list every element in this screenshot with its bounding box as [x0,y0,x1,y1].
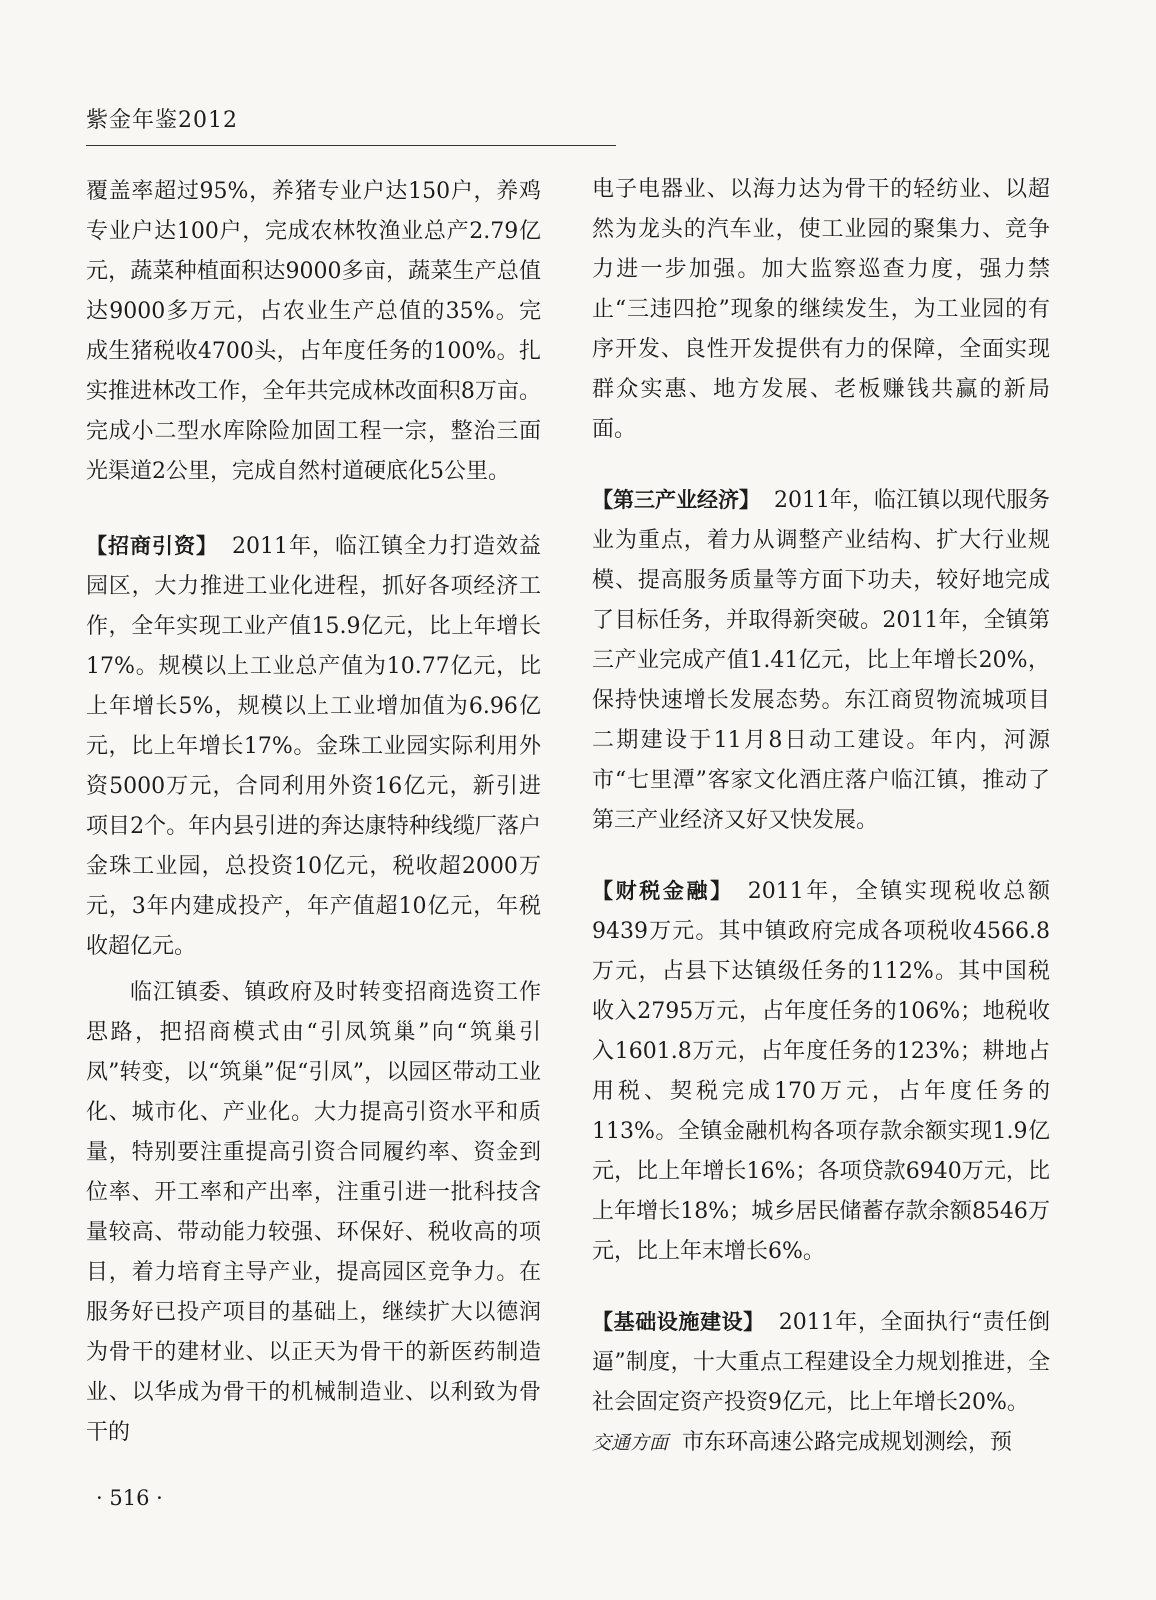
section-heading-investment: 【招商引资】 [86,534,218,558]
section-heading-tertiary: 【第三产业经济】 [592,488,760,512]
section-text-infrastructure: 2011年，全面执行“责任倒逼”制度，十大重点工程建设全力规划推进，全社会固定资产投资9亿元，比上年增长20%。 [592,1310,1050,1415]
running-header: 紫金年鉴2012 [86,108,238,133]
left-column [86,172,541,1453]
section-heading-infrastructure: 【基础设施建设】 [592,1310,765,1334]
sublabel-transport: 交通方面 [592,1432,669,1454]
section-finance [592,871,1050,1272]
section-text-finance: 2011年，全镇实现税收总额9439万元。其中镇政府完成各项税收4566.8万元，占县下达镇级任务的112%。其中国税收入2795万元，占年度任务的106%；地税收入1601.8万元，占年度任务的123%；耕地占用税、契税完成170万元，占年度任务的113%。全镇金融机构各项存款余额实现1.9亿元，比上年增长16%；各项贷款6940万元，比上年增长18%；城乡居民储蓄存款余额8546万元，比上年末增长6%。 [592,879,1050,1264]
section-text-investment: 2011年，临江镇全力打造效益园区，大力推进工业化进程，抓好各项经济工作，全年实现工业产值15.9亿元，比上年增长17%。规模以上工业总产值为10.77亿元，比上年增长5%，规模以上工业增加值为6.96亿元，比上年增长17%。金珠工业园实际利用外资5000万元，合同利用外资16亿元，新引进项目2个。年内县引进的奔达康特种线缆厂落户金珠工业园，总投资10亿元，税收超2000万元，3年内建成投产，年产值超10亿元，年税收超亿元。 [86,534,541,959]
section-tertiary [592,480,1050,841]
right-column [592,170,1050,1463]
section-heading-finance: 【财税金融】 [592,879,734,903]
section-text-tertiary: 2011年，临江镇以现代服务业为重点，着力从调整产业结构、扩大行业规模、提高服务质量等方面下功夫，较好地完成了目标任务，并取得新突破。2011年，全镇第三产业完成产值1.41亿元，比上年增长20%，保持快速增长发展态势。东江商贸物流城项目二期建设于11月8日动工建设。年内，河源市“七里潭”客家文化酒庄落户临江镇，推动了第三产业经济又好又快发展。 [592,488,1050,833]
page-number: · 516 · [96,1486,163,1510]
section-infrastructure [592,1302,1050,1463]
section-investment [86,526,541,967]
header-rule [86,145,616,146]
paragraph-industry-park: 电子电器业、以海力达为骨干的轻纺业、以超然为龙头的汽车业，使工业园的聚集力、竞争力进一步加强。加大监察巡查力度，强力禁止“三违四抢”现象的继续发生，为工业园的有序开发、良性开发提供有力的保障，全面实现群众实惠、地方发展、老板赚钱共赢的新局面。 [592,177,1050,442]
paragraph-agriculture: 覆盖率超过95%，养猪专业户达150户，养鸡专业户达100户，完成农林牧渔业总产2.79亿元，蔬菜种植面积达9000多亩，蔬菜生产总值达9000多万元，占农业生产总值的35%。完成生猪税收4700头，占年度任务的100%。扎实推进林改工作，全年共完成林改面积8万亩。完成小二型水库除险加固工程一宗，整治三面光渠道2公里，完成自然村道硬底化5公里。 [86,179,541,484]
text-transport: 市东环高速公路完成规划测绘，预 [682,1430,1013,1455]
paragraph-investment-strategy: 临江镇委、镇政府及时转变招商选资工作思路，把招商模式由“引凤筑巢”向“筑巢引凤”转变，以“筑巢”促“引凤”，以园区带动工业化、城市化、产业化。大力提高引资水平和质量，特别要注重提高引资合同履约率、资金到位率、开工率和产出率，注重引进一批科技含量较高、带动能力较强、环保好、税收高的项目，着力培育主导产业，提高园区竞争力。在服务好已投产项目的基础上，继续扩大以德润为骨干的建材业、以正天为骨干的新医药制造业、以华成为骨干的机械制造业、以利致为骨干的 [86,980,541,1445]
